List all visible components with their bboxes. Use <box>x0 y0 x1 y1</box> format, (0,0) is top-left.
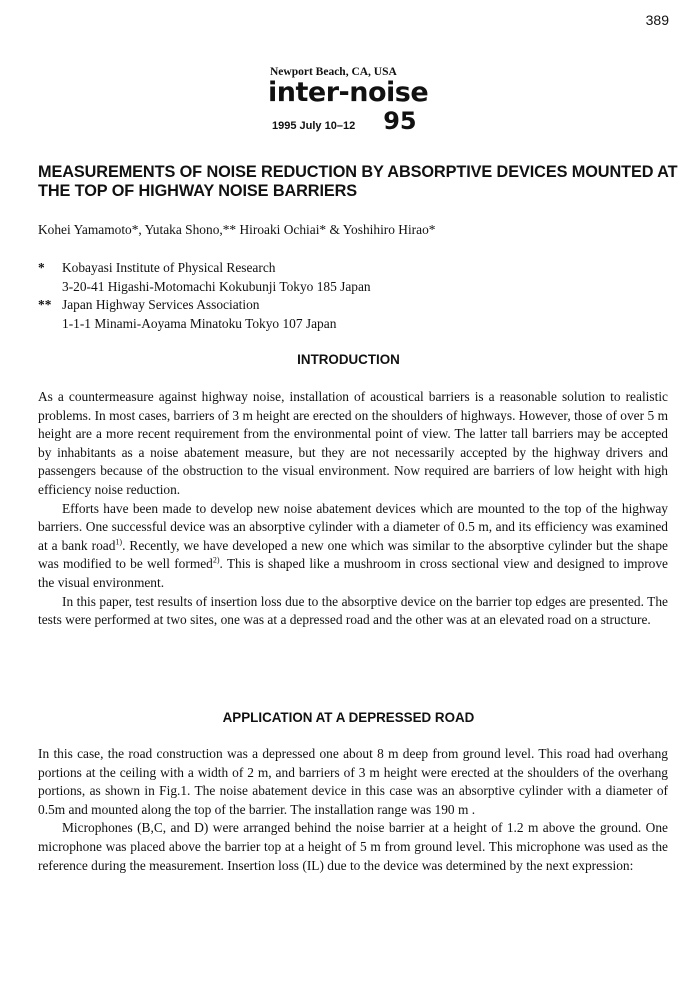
conference-date-row <box>268 107 468 135</box>
affiliation-mark: ** <box>38 297 52 312</box>
paragraph: In this case, the road construction was a depressed one about 8 m deep from ground level. This road had overhang portions at the ceiling with a width of 2 m, and barriers of 3 m height were erected at the shoulders of the overhang portions, as shown in Fig.1. The noise abatement device in this case was an absorptive cylinder with a diameter of 0.5m and mounted along the top of the barrier. The installation range was 190 m . <box>38 746 668 817</box>
application-body <box>38 745 668 875</box>
section-heading-introduction: INTRODUCTION <box>297 352 400 367</box>
affiliation-text: 1-1-1 Minami-Aoyama Minatoku Tokyo 107 Japan <box>62 315 337 331</box>
affiliation-text: Japan Highway Services Association <box>62 297 260 312</box>
conference-logo: inter-noise <box>268 77 429 108</box>
affiliation-1-line-1 <box>38 259 371 278</box>
paper-title: MEASUREMENTS OF NOISE REDUCTION BY ABSORPTIVE DEVICES MOUNTED AT THE TOP OF HIGHWAY NOISE BARRIERS <box>38 163 678 200</box>
affiliation-1-line-2 <box>38 278 371 297</box>
paragraph: In this paper, test results of insertion loss due to the absorptive device on the barrier top edges are presented. The tests were performed at two sites, one was at a depressed road and the other was at an elevated road on a structure. <box>38 593 668 628</box>
affiliation-mark: * <box>38 260 45 275</box>
reference-marker: 2) <box>212 555 220 565</box>
section-heading-application: APPLICATION AT A DEPRESSED ROAD <box>222 710 475 725</box>
paragraph: Efforts have been made to develop new noise abatement devices which are mounted to the top of the highway barriers. One successful device was an absorptive cylinder with a diameter of 0.5 m, and its efficiency was examined at a bank road$^{1)}$. Recently, we have developed a new one which was similar to the absorptive cylinder but the shape was modified to be well formed$^{2)}$. This is shaped like a mushroom in cross sectional view and designed to improve the visual environment. <box>38 500 668 590</box>
page-number: 389 <box>645 12 669 28</box>
conference-year: 95 <box>383 107 417 135</box>
affiliation-2-line-2 <box>38 315 371 334</box>
introduction-body <box>38 388 668 630</box>
conference-header <box>268 66 468 135</box>
affiliations <box>38 259 371 333</box>
conference-location: Newport Beach, CA, USA <box>270 66 397 78</box>
conference-date: 1995 July 10–12 <box>272 120 356 132</box>
affiliation-2-line-1 <box>38 296 371 315</box>
paragraph: Microphones (B,C, and D) were arranged behind the noise barrier at a height of 1.2 m above the ground. One microphone was placed above the barrier top at a height of 5 m from ground level. This microphone was used as the reference during the measurement. Insertion loss (IL) due to the device was determined by the next expression: <box>38 820 668 873</box>
paragraph: As a countermeasure against highway noise, installation of acoustical barriers is a reasonable solution to realistic problems. In most cases, barriers of 3 m height are erected on the shoulders of highways. However, those of over 5 m height are a more recent requirement from the environmental point of view. The latter tall barriers may be accepted by inhabitants as a noise abatement measure, but they are not necessarily accepted by the highway drivers and passengers because of the obstruction to the visual environment. Now required are barriers of low height with high efficiency noise reduction. <box>38 389 668 497</box>
affiliation-text: 3-20-41 Higashi-Motomachi Kokubunji Tokyo 185 Japan <box>62 278 371 294</box>
affiliation-text: Kobayasi Institute of Physical Research <box>62 260 276 275</box>
reference-marker: 1) <box>115 537 123 547</box>
authors: Kohei Yamamoto*, Yutaka Shono,** Hiroaki Ochiai* & Yoshihiro Hirao* <box>38 222 436 237</box>
